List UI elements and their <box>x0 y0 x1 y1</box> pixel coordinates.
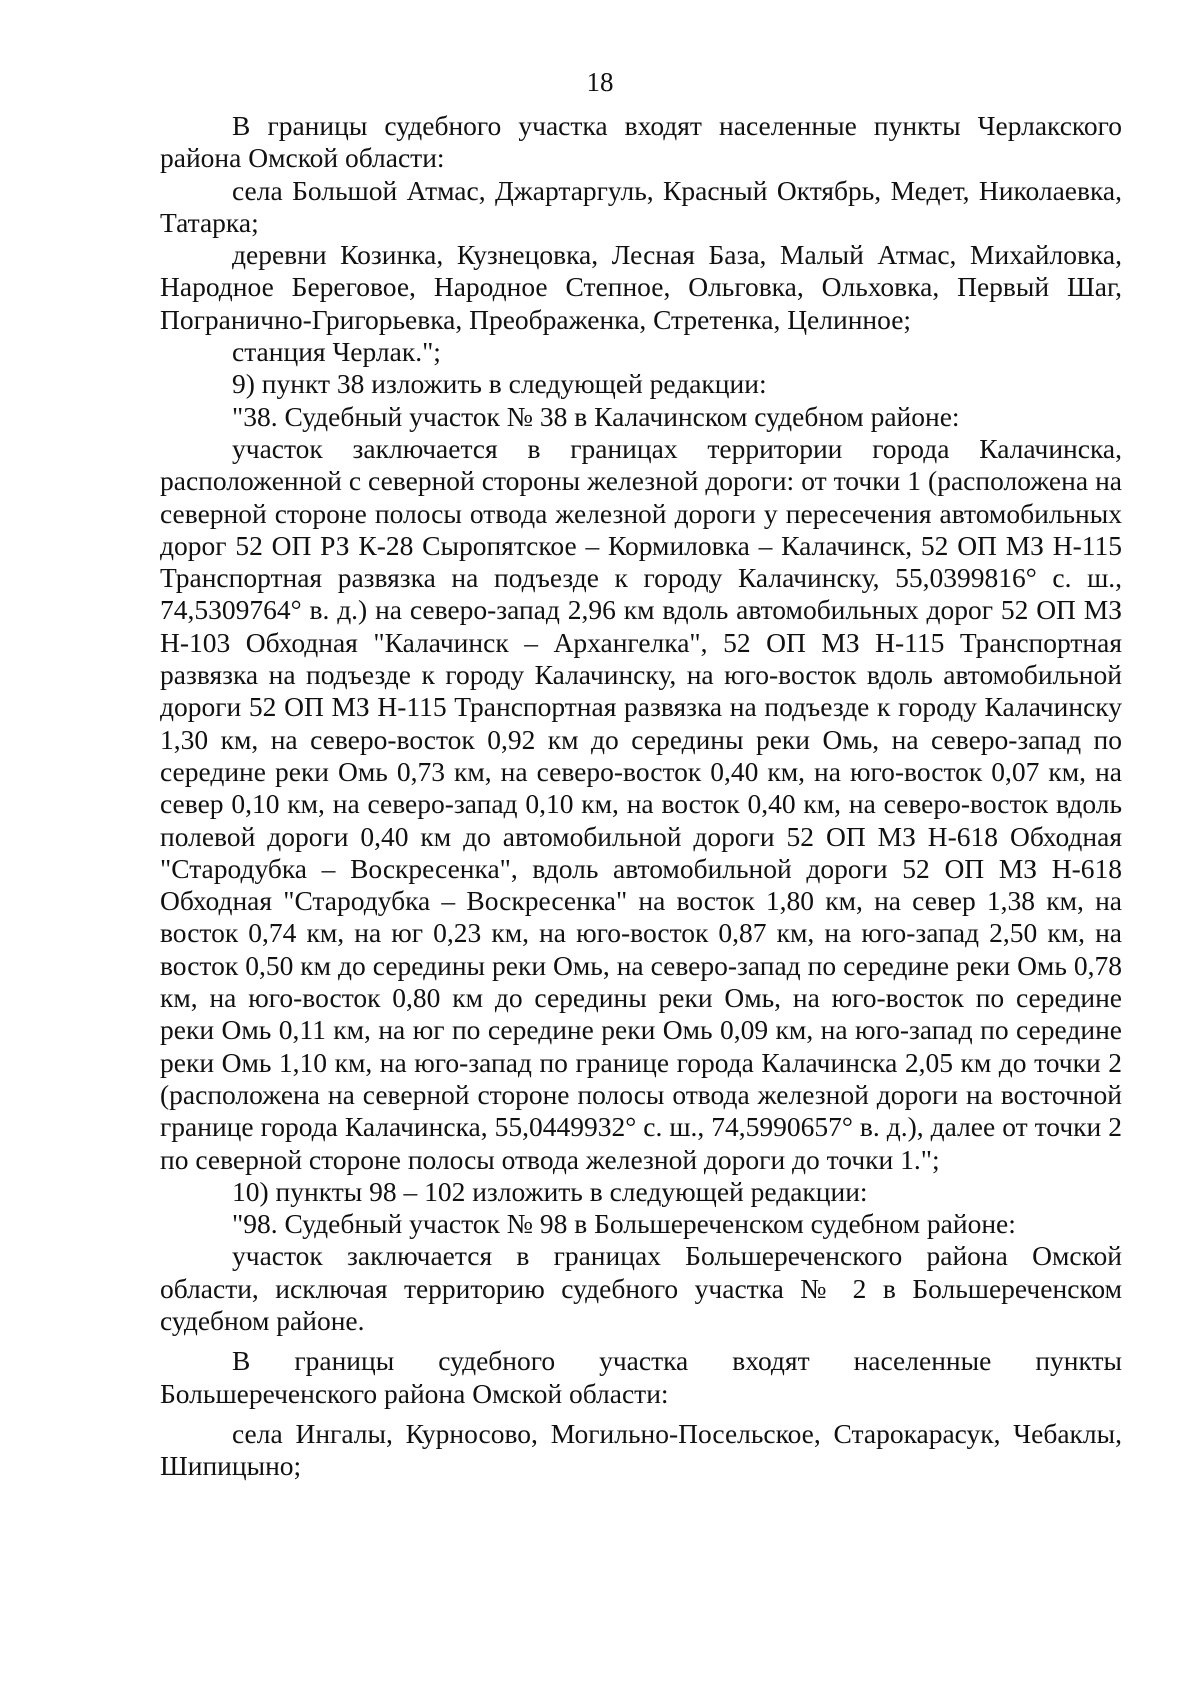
paragraph-bolsherechye-villages: села Ингалы, Курносово, Могильно-Посельское, Старокарасук, Чебаклы, Шипицыно; <box>160 1417 1122 1482</box>
paragraph-cherlak-hamlets: деревни Козинка, Кузнецовка, Лесная База, Малый Атмас, Михайловка, Народное Береговое, Народное Степное, Ольговка, Ольховка, Первый Шаг, Погранично-Григорьевка, Преображенка, Стретенка, Целинное; <box>160 239 1122 335</box>
document-body <box>160 110 1122 1482</box>
paragraph-item-9: 9) пункт 38 изложить в следующей редакции: <box>232 368 767 400</box>
paragraph-section-38-title: "38. Судебный участок № 38 в Калачинском судебном районе: <box>232 400 960 432</box>
page-number: 18 <box>586 67 614 97</box>
paragraph-section-38-boundary: участок заключается в границах территории города Калачинска, расположенной с северной стороны железной дороги: от точки 1 (расположена на северной стороне полосы отвода железной дороги у пересечения автомобильных дорог 52 ОП РЗ К-28 Сыропятское – Кормиловка – Калачинск, 52 ОП МЗ Н-115 Транспортная развязка на подъезде к городу Калачинску, 55,0399816° с. ш., 74,5309764° в. д.) на северо-запад 2,96 км вдоль автомобильных дорог 52 ОП МЗ Н-103 Обходная "Калачинск – Архангелка", 52 ОП МЗ Н-115 Транспортная развязка на подъезде к городу Калачинску, на юго-восток вдоль автомобильной дороги 52 ОП МЗ Н-115 Транспортная развязка на подъезде к городу Калачинску 1,30 км, на северо-восток 0,92 км до середины реки Омь, на северо-запад по середине реки Омь 0,73 км, на северо-восток 0,40 км, на юго-восток 0,07 км, на север 0,10 км, на северо-запад 0,10 км, на восток 0,40 км, на северо-восток вдоль полевой дороги 0,40 км до автомобильной дороги 52 ОП МЗ Н-618 Обходная "Стародубка – Воскресенка", вдоль автомобильной дороги 52 ОП МЗ Н-618 Обходная "Стародубка – Воскресенка" на восток 1,80 км, на север 1,38 км, на восток 0,74 км, на юг 0,23 км, на юго-восток 0,87 км, на юго-запад 2,50 км, на восток 0,50 км до середины реки Омь, на северо-запад по середине реки Омь 0,78 км, на юго-восток 0,80 км до середины реки Омь, на юго-восток по середине реки Омь 0,11 км, на юг по середине реки Омь 0,09 км, на юго-запад по середине реки Омь 1,10 км, на юго-запад по границе города Калачинска 2,05 км до точки 2 (расположена на северной стороне полосы отвода железной дороги на восточной границе города Калачинска, 55,0449932° с. ш., 74,5990657° в. д.), далее от точки 2 по северной стороне полосы отвода железной дороги до точки 1."; <box>160 432 1122 1175</box>
paragraph-bolsherechye-intro: В границы судебного участка входят населенные пункты Большереченского района Омской области: <box>160 1345 1122 1409</box>
paragraph-cherlak-station: станция Черлак."; <box>232 336 441 368</box>
paragraph-cherlak-intro: В границы судебного участка входят населенные пункты Черлакского района Омской области: <box>160 110 1122 174</box>
paragraph-cherlak-villages: села Большой Атмас, Джартаргуль, Красный Октябрь, Медет, Николаевка, Татарка; <box>160 174 1122 238</box>
paragraph-section-98-title: "98. Судебный участок № 98 в Большереченском судебном районе: <box>232 1208 1016 1240</box>
paragraph-item-10: 10) пункты 98 – 102 изложить в следующей редакции: <box>232 1175 868 1207</box>
paragraph-section-98-boundary: участок заключается в границах Большереченского района Омской области, исключая территорию судебного участка № 2 в Большереченском судебном районе. <box>160 1240 1122 1336</box>
